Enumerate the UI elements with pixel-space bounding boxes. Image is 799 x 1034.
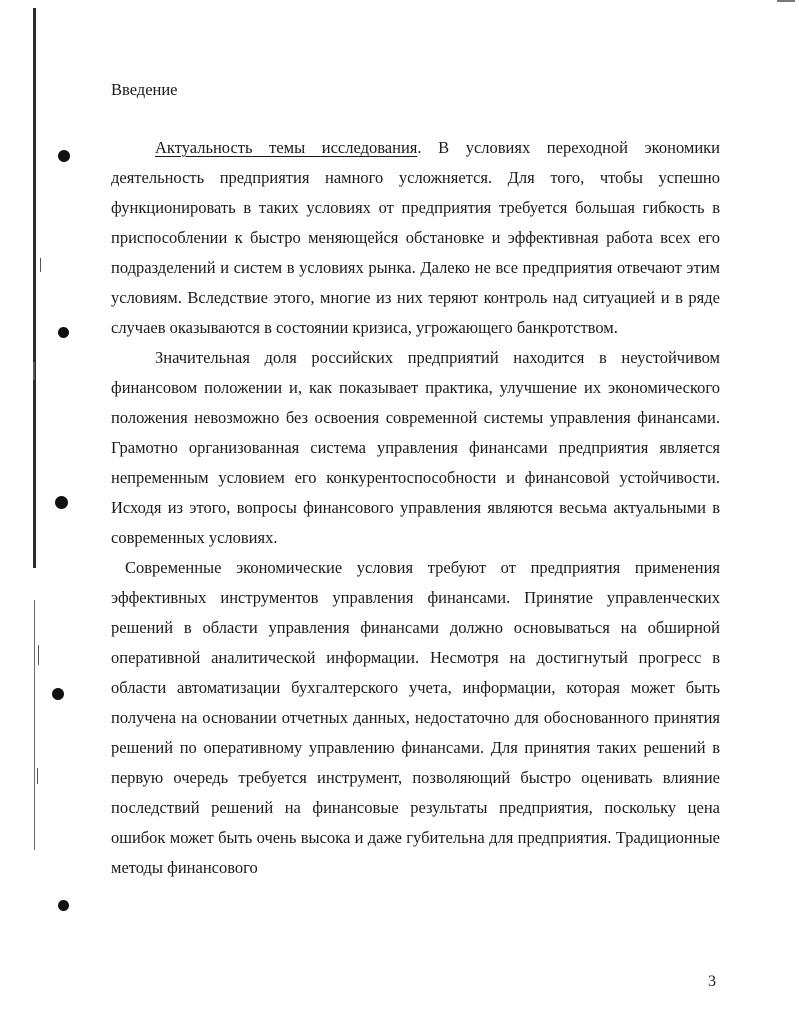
page-number: 3 — [708, 973, 716, 990]
scan-corner-mark — [777, 0, 795, 2]
punch-hole-mark — [58, 150, 70, 162]
document-body — [111, 76, 720, 883]
relevance-text: . В условиях переходной экономики деятельность предприятия намного усложняется. Для того, чтобы успешно функционировать в таких условиях от предприятия требуется большая гибкость в приспособлении к быстро меняющейся обстановке и эффективная работа всех его подразделений и систем в условиях рынка. Далеко не все предприятия отвечают этим условиям. Вследствие этого, многие из них теряют контроль над ситуацией и в ряде случаев оказываются в состоянии кризиса, угрожающего банкротством. — [111, 138, 720, 337]
scan-speck — [37, 768, 38, 784]
punch-hole-mark — [58, 900, 69, 911]
paragraph-economic-conditions: Современные экономические условия требуют от предприятия применения эффективных инструментов управления финансами. Принятие управленческих решений в области управления финансами должно основываться на обширной оперативной аналитической информации. Несмотря на достигнутый прогресс в области автоматизации бухгалтерского учета, информации, которая может быть получена на основании отчетных данных, недостаточно для обоснованного принятия решений по оперативному управлению финансами. Для принятия таких решений в первую очередь требуется инструмент, позволяющий быстро оценивать влияние последствий решений на финансовые результаты предприятия, поскольку цена ошибок может быть очень высока и даже губительна для предприятия. Традиционные методы финансового — [111, 558, 720, 877]
binding-edge-line — [33, 8, 36, 568]
binding-edge-line-lower — [34, 600, 35, 850]
paragraph-financial-position: Значительная доля российских предприятий находится в неустойчивом финансовом положении и, как показывает практика, улучшение их экономического положения невозможно без освоения современной системы управления финансами. Грамотно организованная система управления финансами предприятия является непременным условием его конкурентоспособности и финансовой устойчивости. Исходя из этого, вопросы финансового управления являются весьма актуальными в современных условиях. — [111, 348, 720, 547]
punch-hole-mark — [58, 327, 69, 338]
section-heading: Введение — [111, 80, 178, 99]
paragraph-relevance — [111, 133, 720, 343]
scan-speck — [38, 645, 39, 665]
punch-hole-mark — [52, 688, 64, 700]
punch-hole-mark — [55, 496, 68, 509]
relevance-lead: Актуальность темы исследования — [155, 138, 418, 157]
scan-speck — [33, 362, 35, 380]
scan-speck — [40, 258, 41, 272]
